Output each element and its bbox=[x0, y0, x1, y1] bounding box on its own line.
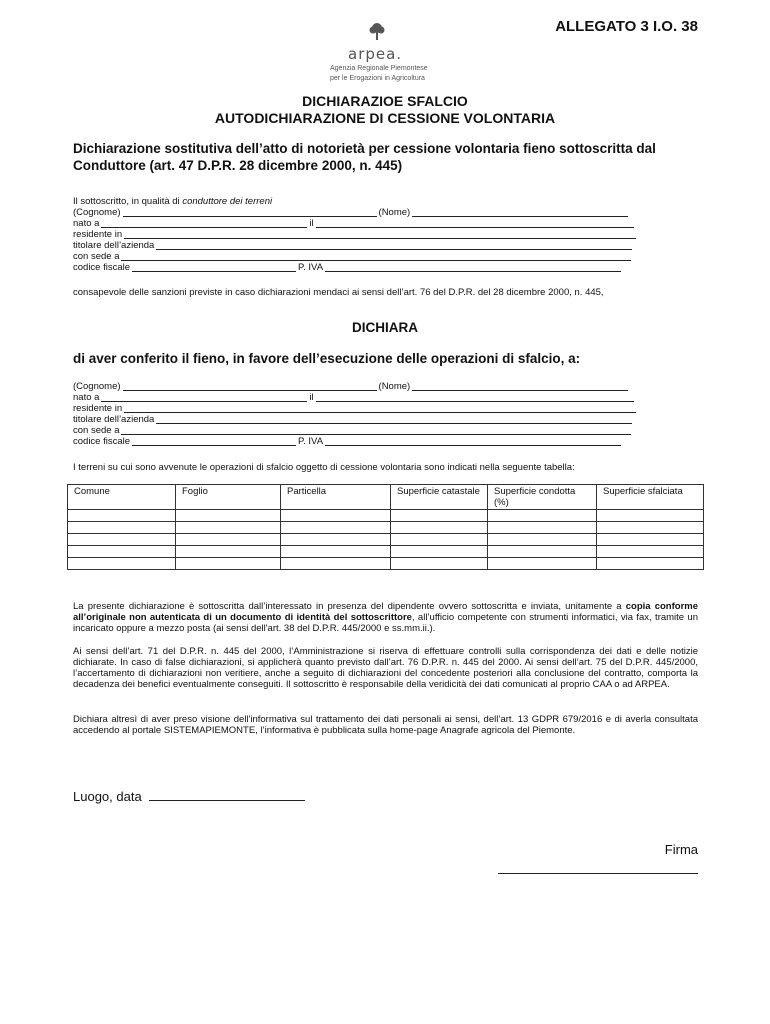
nome-field[interactable] bbox=[412, 207, 628, 217]
intro-italic: conduttore dei terreni bbox=[182, 196, 273, 207]
intro-line bbox=[73, 196, 643, 207]
titolare-field-2[interactable] bbox=[156, 414, 632, 424]
para1-bold: copia conforme all’originale non autenticata di un documento di identità del sottoscrittore bbox=[73, 601, 698, 623]
residente-field-2[interactable] bbox=[124, 403, 636, 413]
row-residente-2 bbox=[73, 403, 643, 414]
table-cell[interactable] bbox=[597, 522, 704, 534]
conferito-text: di aver conferito il fieno, in favore dell’esecuzione delle operazioni di sfalcio, a: bbox=[73, 351, 581, 366]
table-cell[interactable] bbox=[488, 546, 597, 558]
para1-text-a: La presente dichiarazione è sottoscritta dall’interessato in presenza del dipendente ovvero sottoscritta e inviata, unitamente a bbox=[73, 601, 626, 612]
nome-label-2: (Nome) bbox=[378, 381, 411, 392]
cognome-label-2: (Cognome) bbox=[73, 381, 121, 392]
firma-block bbox=[498, 842, 698, 877]
table-cell[interactable] bbox=[281, 558, 391, 570]
table-cell[interactable] bbox=[597, 558, 704, 570]
piva-label: P. IVA bbox=[298, 262, 324, 273]
sede-label: con sede a bbox=[73, 251, 120, 262]
paragraph-controlli: Ai sensi dell’art. 71 del D.P.R. n. 445 del 2000, l’Amministrazione si riserva di effettuare controlli sulla corrispondenza dei dati e delle notizie dichiarate. In caso di false dichiarazioni, si applicherà quanto previsto dall’art. 76 D.P.R. n. 445 del 2000. Ai sensi dell’art. 75 del D.P.R. 445/2000, l’accertamento di dichiarazioni non veritiere, anche a seguito di dichiarazioni del concedente posteriori alla conclusione del contratto, comporta la decadenza dei benefici eventualmente conseguiti. Il sottoscritto è responsabile della veridicità dei dati comunicati al proprio CAA o ad ARPEA. bbox=[73, 646, 698, 690]
table-cell[interactable] bbox=[68, 546, 176, 558]
doc-title-1: DICHIARAZIOE SFALCIO bbox=[302, 93, 468, 109]
table-cell[interactable] bbox=[176, 558, 281, 570]
cessione-table bbox=[67, 484, 704, 570]
table-cell[interactable] bbox=[176, 522, 281, 534]
residente-label: residente in bbox=[73, 229, 123, 240]
table-row bbox=[68, 534, 704, 546]
table-cell[interactable] bbox=[281, 510, 391, 522]
row-nato-il bbox=[73, 218, 643, 229]
cf-label-2: codice fiscale bbox=[73, 436, 131, 447]
piva-label-2: P. IVA bbox=[298, 436, 324, 447]
row-residente bbox=[73, 229, 643, 240]
table-cell[interactable] bbox=[597, 546, 704, 558]
paragraph-sottoscrizione bbox=[73, 601, 698, 634]
piva-field-2[interactable] bbox=[325, 436, 621, 446]
tree-icon bbox=[368, 22, 430, 47]
table-row bbox=[68, 558, 704, 570]
table-cell[interactable] bbox=[281, 522, 391, 534]
cognome-field-2[interactable] bbox=[123, 381, 377, 391]
intro-text: Il sottoscritto, in qualità di bbox=[73, 196, 183, 207]
table-cell[interactable] bbox=[391, 558, 488, 570]
col-superficie-catastale: Superficie catastale bbox=[391, 485, 488, 510]
doc-title-2: AUTODICHIARAZIONE DI CESSIONE VOLONTARIA bbox=[214, 110, 556, 126]
sede-label-2: con sede a bbox=[73, 425, 120, 436]
nome-field-2[interactable] bbox=[412, 381, 628, 391]
logo-subtitle-1: Agenzia Regionale Piemontese bbox=[330, 65, 428, 72]
nato-field[interactable] bbox=[101, 218, 307, 228]
il-field[interactable] bbox=[316, 218, 634, 228]
col-particella: Particella bbox=[281, 485, 391, 510]
table-cell[interactable] bbox=[488, 558, 597, 570]
sede-field[interactable] bbox=[121, 251, 631, 261]
luogo-field[interactable] bbox=[149, 788, 305, 801]
cf-label: codice fiscale bbox=[73, 262, 131, 273]
row-titolare-2 bbox=[73, 414, 643, 425]
table-cell[interactable] bbox=[488, 522, 597, 534]
para1-text-c: , all’ufficio competente con strumenti informatici, via fax, tramite un incaricato oppure a mezzo posta (ai sensi dell'art. 38 del D.P.R. 445/2000 e ss.mm.ii.). bbox=[73, 612, 699, 634]
table-row bbox=[68, 510, 704, 522]
firma-field[interactable] bbox=[498, 861, 698, 874]
table-cell[interactable] bbox=[68, 510, 176, 522]
logo-subtitle-2: per le Erogazioni in Agricoltura bbox=[330, 75, 425, 82]
paragraph-informativa: Dichiara altresì di aver preso visione dell'informativa sul trattamento dei dati personali ai sensi, dell’art. 13 GDPR 679/2016 e di averla consultata accedendo al portale SISTEMAPIEMONTE, l’informativa è pubblicata sulla home-page Anagrafe agricola del Piemonte. bbox=[73, 714, 698, 736]
form-section-1 bbox=[73, 196, 643, 273]
table-cell[interactable] bbox=[597, 534, 704, 546]
logo-name: arpea. bbox=[348, 45, 403, 63]
table-cell[interactable] bbox=[281, 546, 391, 558]
col-superficie-condotta: Superficie condotta (%) bbox=[488, 485, 597, 510]
residente-label-2: residente in bbox=[73, 403, 123, 414]
terreni-intro: I terreni su cui sono avvenute le operazioni di sfalcio oggetto di cessione volontaria sono indicati nella seguente tabella: bbox=[73, 462, 575, 473]
row-nato-il-2 bbox=[73, 392, 643, 403]
row-sede-2 bbox=[73, 425, 643, 436]
row-cf-piva-2 bbox=[73, 436, 643, 447]
table-cell[interactable] bbox=[391, 522, 488, 534]
nato-label: nato a bbox=[73, 218, 100, 229]
col-superficie-sfalciata: Superficie sfalciata bbox=[597, 485, 704, 510]
residente-field[interactable] bbox=[124, 229, 636, 239]
table-cell[interactable] bbox=[176, 534, 281, 546]
table-cell[interactable] bbox=[391, 534, 488, 546]
titolare-label: titolare dell’azienda bbox=[73, 240, 155, 251]
subtitle-line-1: Dichiarazione sostitutiva dell’atto di notorietà per cessione volontaria fieno sottoscritta dal bbox=[73, 141, 656, 156]
row-titolare bbox=[73, 240, 643, 251]
table-cell[interactable] bbox=[68, 522, 176, 534]
cognome-field[interactable] bbox=[123, 207, 377, 217]
luogo-label: Luogo, data bbox=[73, 789, 142, 804]
piva-field[interactable] bbox=[325, 262, 621, 272]
titolare-label-2: titolare dell’azienda bbox=[73, 414, 155, 425]
sede-field-2[interactable] bbox=[121, 425, 631, 435]
il-label-2: il bbox=[309, 392, 314, 403]
form-section-2 bbox=[73, 381, 643, 447]
dichiara-heading: DICHIARA bbox=[352, 320, 418, 335]
row-sede bbox=[73, 251, 643, 262]
table-cell[interactable] bbox=[176, 510, 281, 522]
subtitle-line-2: Conduttore (art. 47 D.P.R. 28 dicembre 2000, n. 445) bbox=[73, 158, 403, 173]
cf-field[interactable] bbox=[132, 262, 296, 272]
luogo-data bbox=[73, 788, 307, 804]
nato-field-2[interactable] bbox=[101, 392, 307, 402]
row-cognome-nome bbox=[73, 207, 643, 218]
arpea-logo bbox=[330, 22, 430, 83]
table-row bbox=[68, 522, 704, 534]
table-cell[interactable] bbox=[281, 534, 391, 546]
table-cell[interactable] bbox=[488, 534, 597, 546]
table-header-row bbox=[68, 485, 704, 510]
row-cognome-nome-2 bbox=[73, 381, 643, 392]
table-cell[interactable] bbox=[391, 510, 488, 522]
nome-label: (Nome) bbox=[378, 207, 411, 218]
table-row bbox=[68, 546, 704, 558]
titolare-field[interactable] bbox=[156, 240, 632, 250]
firma-label: Firma bbox=[664, 842, 698, 857]
il-label: il bbox=[309, 218, 314, 229]
table-cell[interactable] bbox=[391, 546, 488, 558]
col-comune: Comune bbox=[68, 485, 176, 510]
consapevole-text: consapevole delle sanzioni previste in caso dichiarazioni mendaci ai sensi dell’art. 76 del D.P.R. del 28 dicembre 2000, n. 445, bbox=[73, 287, 604, 298]
il-field-2[interactable] bbox=[316, 392, 634, 402]
table-cell[interactable] bbox=[488, 510, 597, 522]
cognome-label: (Cognome) bbox=[73, 207, 121, 218]
table-cell[interactable] bbox=[68, 534, 176, 546]
table-cell[interactable] bbox=[68, 558, 176, 570]
col-foglio: Foglio bbox=[176, 485, 281, 510]
table-cell[interactable] bbox=[597, 510, 704, 522]
cf-field-2[interactable] bbox=[132, 436, 296, 446]
row-cf-piva bbox=[73, 262, 643, 273]
nato-label-2: nato a bbox=[73, 392, 100, 403]
allegato-label: ALLEGATO 3 I.O. 38 bbox=[555, 18, 698, 35]
table-cell[interactable] bbox=[176, 546, 281, 558]
